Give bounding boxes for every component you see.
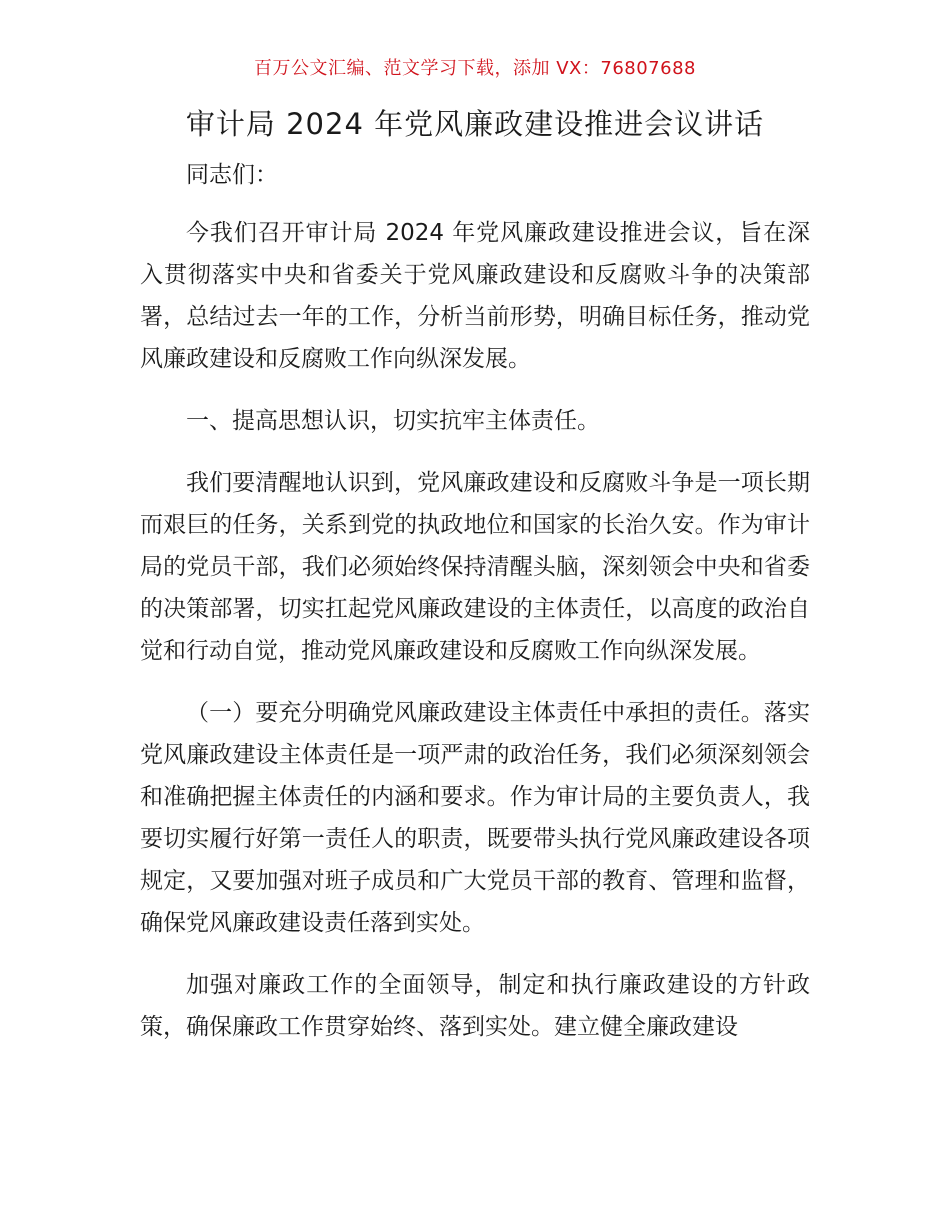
paragraph-leadership: 加强对廉政工作的全面领导，制定和执行廉政建设的方针政策，确保廉政工作贯穿始终、落到实处。建立健全廉政建设 bbox=[140, 972, 810, 1040]
header-note: 百万公文汇编、范文学习下载，添加 VX：76807688 bbox=[254, 58, 696, 79]
paragraph-section-1: 我们要清醒地认识到，党风廉政建设和反腐败斗争是一项长期而艰巨的任务，关系到党的执政地位和国家的长治久安。作为审计局的党员干部，我们必须始终保持清醒头脑，深刻领会中央和省委的决策部署，切实扛起党风廉政建设的主体责任，以高度的政治自觉和行动自觉，推动党风廉政建设和反腐败工作向纵深发展。 bbox=[140, 470, 810, 664]
section-heading-1: 一、提高思想认识，切实抗牢主体责任。 bbox=[186, 408, 600, 434]
paragraph-intro: 今我们召开审计局 2024 年党风廉政建设推进会议，旨在深入贯彻落实中央和省委关于党风廉政建设和反腐败斗争的决策部署，总结过去一年的工作，分析当前形势，明确目标任务，推动党风廉政建设和反腐败工作向纵深发展。 bbox=[140, 220, 810, 372]
paragraph-subsection-1: （一）要充分明确党风廉政建设主体责任中承担的责任。落实党风廉政建设主体责任是一项严肃的政治任务，我们必须深刻领会和准确把握主体责任的内涵和要求。作为审计局的主要负责人，我要切实履行好第一责任人的职责，既要带头执行党风廉政建设各项规定，又要加强对班子成员和广大党员干部的教育、管理和监督，确保党风廉政建设责任落到实处。 bbox=[140, 700, 810, 936]
document-title: 审计局 2024 年党风廉政建设推进会议讲话 bbox=[185, 107, 765, 141]
salutation: 同志们： bbox=[186, 162, 278, 188]
document-body bbox=[140, 154, 810, 1048]
